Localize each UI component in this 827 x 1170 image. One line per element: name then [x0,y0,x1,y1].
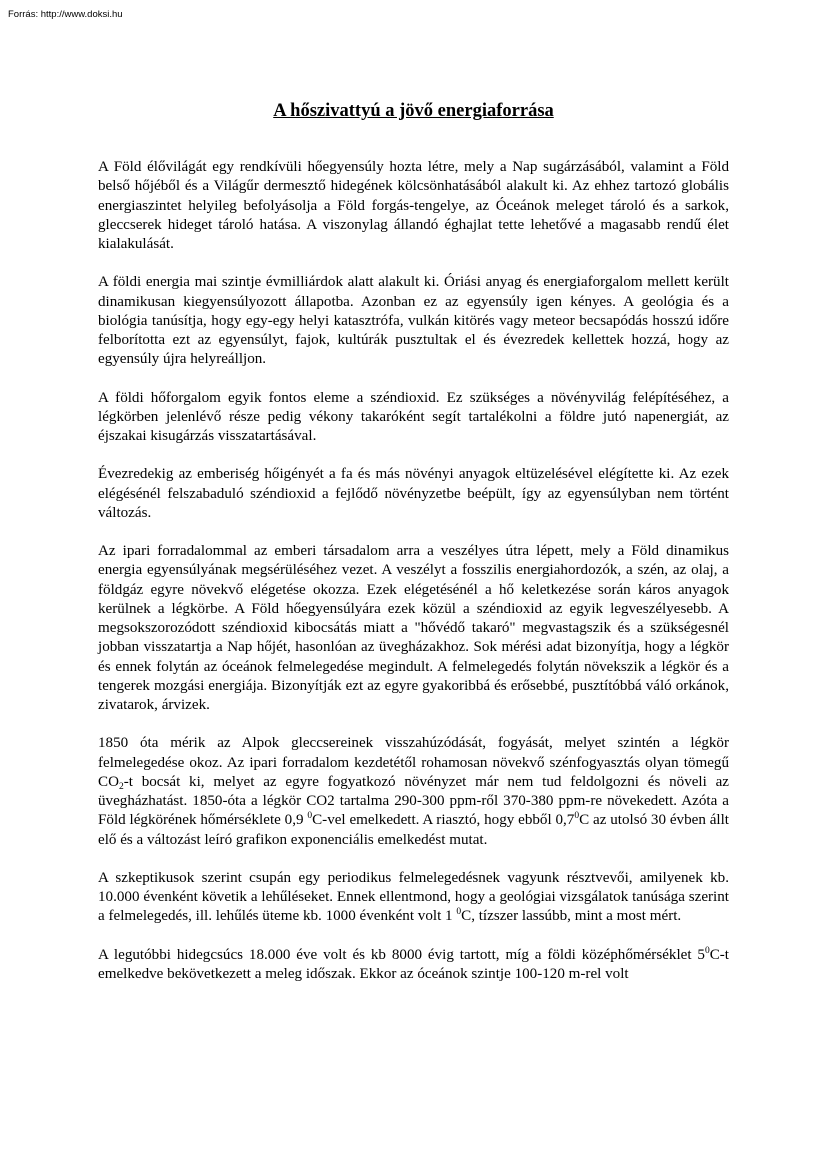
paragraph-6-text-b: -t bocsát ki, melyet az egyre fogyatkozó növényzet már nem tud feldolgozni és növeli az üvegházhatást. 1850-óta a légkör CO2 tartalma 290-300 ppm-ről 370-380 ppm-re növekedett. Azóta a Föld légkörének hőmérséklete 0,9 [98,773,729,829]
subscript-2: 2 [118,781,124,792]
degree-superscript: 0 [574,811,580,822]
paragraph-7-text-b: C, tízszer lassúbb, mint a most mért. [461,908,682,925]
paragraph-5: Az ipari forradalommal az emberi társadalom arra a veszélyes útra lépett, mely a Föld dinamikus energia egyensúlyának megsérüléséhez vezet. A veszélyt a fosszilis energiahordozók, a szén, az olaj, a földgáz egyre növekvő elégetése okozza. Ezek elégetésénél a hő keletkezése során káros anyagok kerülnek a légkörbe. A Föld hőegyensúlyára ezek közül a széndioxid az egyik legveszélyesebb. A megsokszorozódott széndioxid kibocsátás miatt a "hővédő takaró" megvastagszik és a szükségesnél jobban visszatartja a Nap hőjét, hasonlóan az üvegházakhoz. Sok mérési adat bizonyítja, hogy a légkör és ennek folytán az óceánok felmelegedése megindult. A felmelegedés folytán növekszik a légkör és a tengerek mozgási energiája. Bizonyítják ezt az egyre gyakoribbá és erősebbé, pusztítóbbá váló orkánok, zivatarok, árvizek. [98,543,729,713]
paragraph-8 [98,946,729,985]
paragraph-6-text-d: C az utolsó 30 évben állt elő és a változást leíró grafikon exponenciális emelkedést mutat. [98,812,729,848]
paragraph-4: Évezredekig az emberiség hőigényét a fa és más növényi anyagok eltüzelésével elégítette ki. Az ezek elégésénél felszabaduló széndioxid a fejlődő növényzetbe beépült, így az egyensúlyban nem történt változás. [98,466,729,521]
paragraph-3: A földi hőforgalom egyik fontos eleme a széndioxid. Ez szükséges a növényvilág felépítéséhez, a légkörben jelenlévő része pedig vékony takaróként segít tartalékolni a földre jutó napenergiát, az éjszakai kisugárzás visszatartásával. [98,389,729,444]
paragraph-6-text-a: 1850 óta mérik az Alpok gleccsereinek visszahúzódását, fogyását, melyet szintén a légkör felmelegedése okoz. Az ipari forradalom kezdetétől rohamosan növekvő szénfogyasztás olyan tömegű CO [98,735,729,790]
paragraph-6-text-c: C-vel emelkedett. A riasztó, hogy ebből 0,7 [312,812,575,829]
paragraph-7-text-a: A szkeptikusok szerint csupán egy periodikus felmelegedésnek vagyunk résztvevői, amilyenek kb. 10.000 évenként követik a lehűléseket. Ennek ellentmond, hogy a geológiai vizsgálatok tanúsága szerint a felmelegedés, ill. lehűlés üteme kb. 1000 évenként volt 1 [98,869,729,925]
paragraph-2: A földi energia mai szintje évmilliárdok alatt alakult ki. Óriási anyag és energiaforgalom mellett került dinamikusan kiegyensúlyozott állapotba. Azonban ez az egyensúly igen kényes. A geológia és a biológia tanúsítja, hogy egy-egy helyi katasztrófa, vulkán kitörés vagy meteor becsapódás hosszú időre felborította ezt az egyensúlyt, fajok, kultúrák pusztultak el és évezredek kellettek hozzá, hogy az egyensúly újra helyreálljon. [98,274,729,368]
paragraph-1: A Föld élővilágát egy rendkívüli hőegyensúly hozta létre, mely a Nap sugárzásából, valamint a Föld belső hőjéből és a Világűr dermesztő hidegének kölcsönhatásából alakult ki. Az ehhez tartozó globális energiaszintet helyileg befolyásolja a Föld forgás-tengelye, az Óceánok meleget tároló és a sarkok, gleccserek hideget tároló hatása. A viszonylag állandó éghajlat tette lehetővé a magasabb rendű élet kialakulását. [98,159,729,252]
paragraph-7 [98,869,729,927]
source-label: Forrás: http://www.doksi.hu [8,9,123,20]
paragraph-6 [98,734,729,850]
degree-superscript: 0 [307,811,313,822]
document-body [98,158,729,984]
page-title: A hőszivattyú a jövő energiaforrása [273,101,554,121]
paragraph-8-text-a: A legutóbbi hidegcsúcs 18.000 éve volt és kb 8000 évig tartott, míg a földi középhőmérséklet 5 [98,946,705,963]
paragraph-8-text-b: C-t emelkedve bekövetkezett a meleg időszak. Ekkor az óceánok szintje 100-120 m-rel volt [98,946,729,982]
degree-superscript: 0 [704,945,710,956]
degree-superscript: 0 [456,907,462,918]
